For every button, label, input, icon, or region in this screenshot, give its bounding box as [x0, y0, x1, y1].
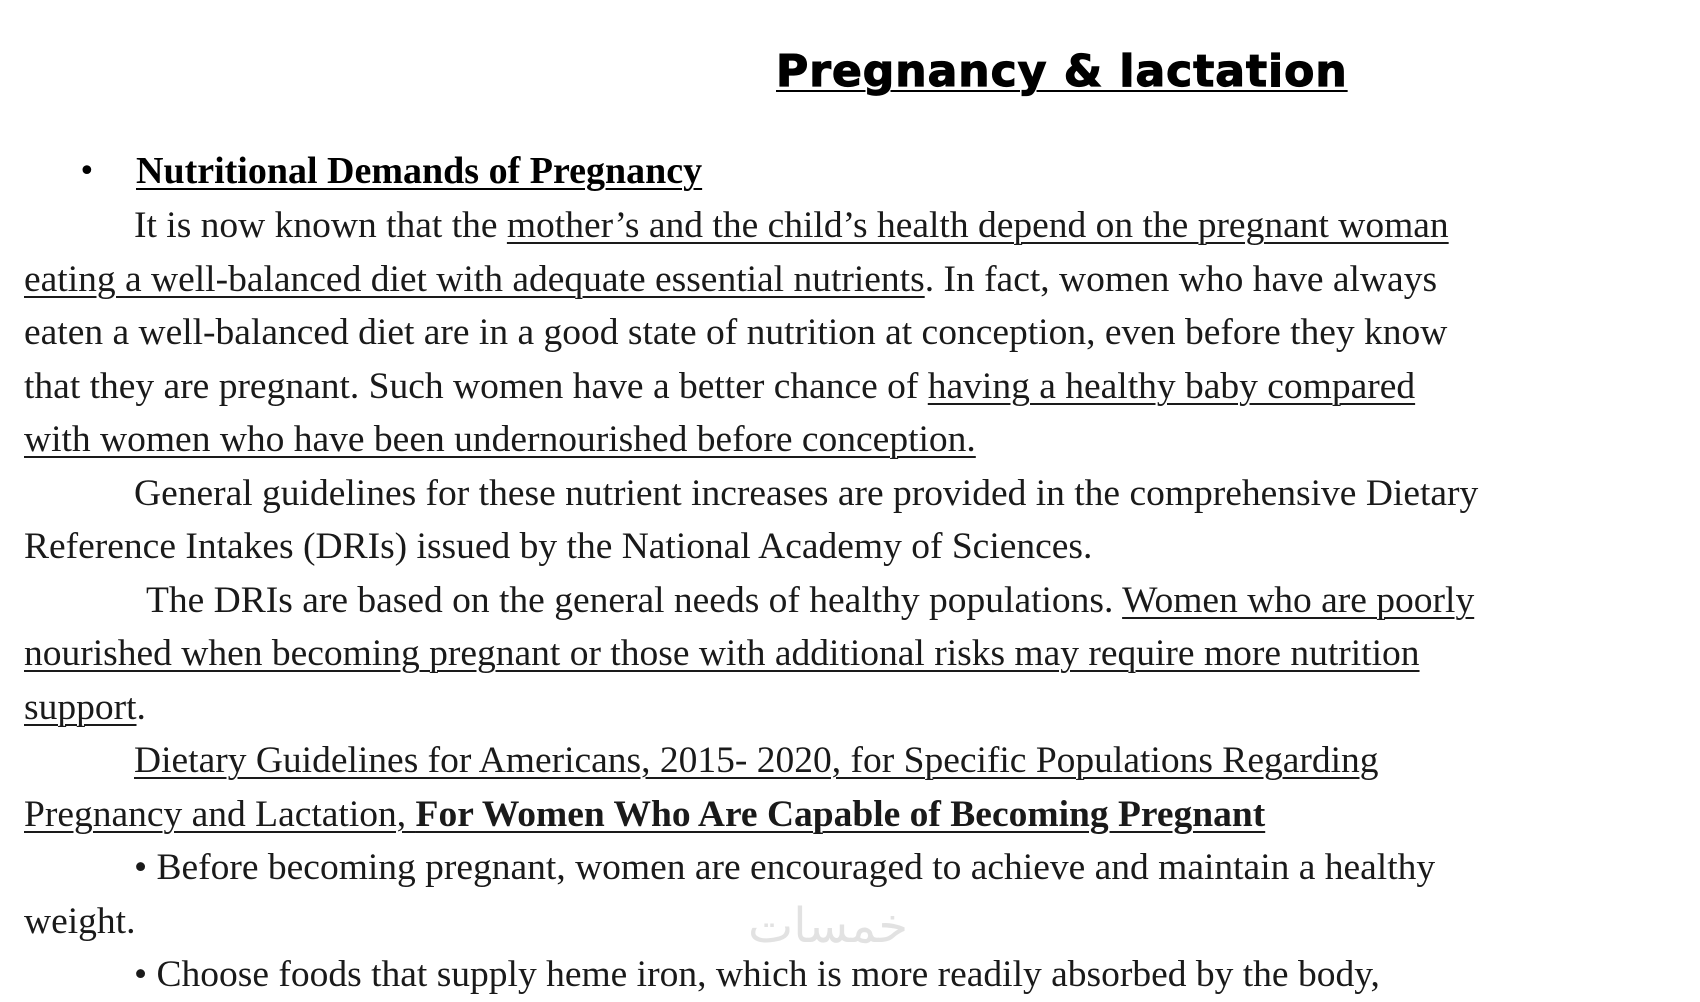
text-run: General guidelines for these nutrient increases are provided in the comprehensive Dietary — [134, 472, 1479, 514]
paragraph-line — [24, 948, 1684, 1002]
underlined-text: Women who are poorly — [1122, 579, 1475, 621]
underlined-text: Pregnancy and Lactation, — [24, 793, 416, 835]
document-body — [24, 199, 1684, 1002]
section-heading-row — [78, 146, 702, 196]
text-run: • Before becoming pregnant, women are encouraged to achieve and maintain a healthy — [134, 847, 1436, 888]
paragraph-line — [24, 306, 1684, 360]
underlined-text: having a healthy baby compared — [927, 365, 1416, 407]
paragraph-line — [24, 788, 1684, 842]
text-run: The DRIs are based on the general needs of healthy populations. — [146, 579, 1123, 621]
paragraph-line — [24, 413, 1684, 467]
paragraph-line — [24, 841, 1684, 895]
paragraph-line — [24, 520, 1684, 574]
paragraph-line — [24, 360, 1684, 414]
underlined-text: eating a well-balanced diet with adequate essential nutrients — [24, 258, 925, 300]
paragraph-line — [24, 199, 1684, 253]
paragraph-line — [24, 734, 1684, 788]
text-run: eaten a well-balanced diet are in a good state of nutrition at conception, even before they know — [24, 312, 1448, 353]
section-heading: Nutritional Demands of Pregnancy — [136, 150, 703, 192]
watermark-logo: خمسات — [748, 898, 909, 954]
text-run: that they are pregnant. Such women have a better chance of — [24, 365, 928, 407]
underlined-text: mother’s and the child’s health depend on the pregnant woman — [506, 205, 1449, 246]
underlined-text: support — [24, 686, 137, 728]
text-run: Reference Intakes (DRIs) issued by the National Academy of Sciences. — [24, 526, 1093, 567]
underlined-text: with women who have been undernourished before conception. — [24, 419, 976, 460]
paragraph-line — [24, 253, 1684, 307]
paragraph-line — [24, 895, 1684, 949]
text-run: weight. — [24, 900, 136, 942]
underlined-text: Dietary Guidelines for Americans, 2015- 2020, for Specific Populations Regarding — [134, 740, 1379, 781]
page-title: Pregnancy & lactation — [776, 46, 1348, 97]
paragraph-line — [24, 574, 1684, 628]
paragraph-line — [24, 627, 1684, 681]
bullet-icon: • — [78, 153, 96, 189]
underlined-text: nourished when becoming pregnant or those with additional risks may require more nutrition — [24, 633, 1420, 674]
text-run: . In fact, women who have always — [924, 258, 1438, 300]
text-run: . — [136, 686, 146, 728]
paragraph-line — [24, 681, 1684, 735]
text-run: • Choose foods that supply heme iron, which is more readily absorbed by the body, — [134, 954, 1380, 995]
text-run: It is now known that the — [134, 205, 507, 246]
paragraph-line — [24, 467, 1684, 521]
bold-underlined-text: For Women Who Are Capable of Becoming Pregnant — [415, 793, 1266, 835]
